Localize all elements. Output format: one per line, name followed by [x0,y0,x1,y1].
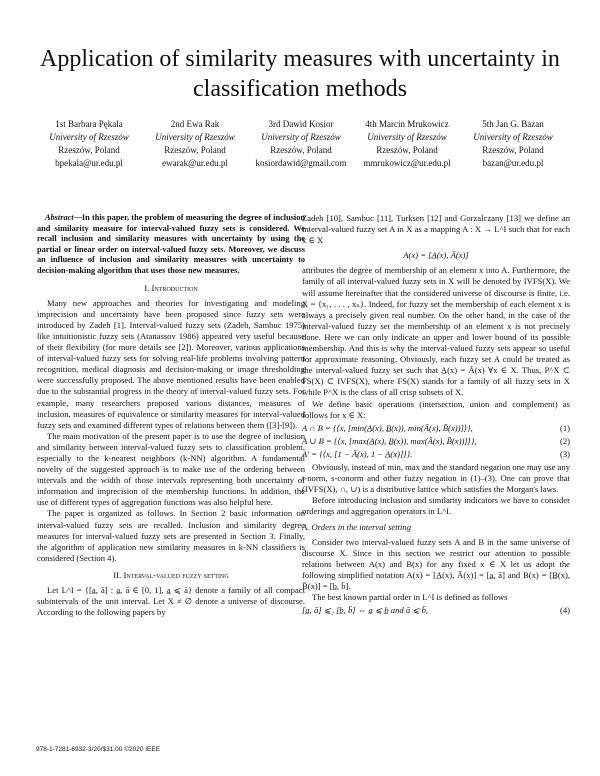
author-email: mmrukowicz@ur.edu.pl [363,158,451,168]
author-2 [142,118,248,170]
abstract-label: Abstract [45,213,74,222]
author-email: bpekala@ur.edu.pl [55,158,123,168]
paragraph: attributes the degree of membership of an element x into A. Furthermore, the family of all interval-valued fuzzy sets in X will be denoted by IVFS(X). We will assume hereinafter that the considered universe of discourse is finite, i.e. X = {x₁, . . . , xₙ}. Indeed, for fuzzy set the membership of each element x is always a precisely given real number. On the other hand, in the case of the interval-valued fuzzy set the membership of an element x is not precisely done. Here we can only indicate an upper and lower bound of its possible membership. And this is why the interval-valued fuzzy sets appear so useful for approximate reasoning. Obviously, each fuzzy set A could be treated as the interval-valued fuzzy set such that A̲(x) = Ā(x) ∀x ∈ X. Thus, P^X ⊂ FS(X) ⊂ IVFS(X), where FS(X) stands for a family of all fuzzy sets in X while P^X is the class of all crisp subsets of X. [302,265,570,398]
equation-text: [a̲, ā] ⩽₂ [b̲, b̄] ⇔ a̲ ⩽ b̲ and ā ⩽ b̄, [302,605,429,616]
author-city: Rzeszów, Poland [164,145,226,155]
paragraph: Many new approaches and theories for investigating and modeling imprecision and uncertainty have been proposed since fuzzy sets were introduced by Zadeh [1]. Interval-valued fuzzy sets (Zadeh, Sambuc 1975) like intuitionistic fuzzy sets (Atanassov 1986) appeared very useful because of their flexibility (for more details see [2]). Moreover, various applications of interval-valued fuzzy sets for solving real-life problems involving pattern recognition, medical diagnosis and decision-making or image thresholding were successfully proposed. The above mentioned results have been enabled due to the substantial progress in the theory of interval-valued fuzzy sets. For example, many researchers proposed various distances, measures of inclusion, measures of equivalence or similarity measures for interval-valued fuzzy sets and examined different types of relations between them ([3]-[9]). [37,297,305,430]
equation-4 [302,605,570,616]
author-email: ewarak@ur.edu.pl [162,158,228,168]
author-affiliation: University of Rzeszów [261,132,341,142]
author-affiliation: University of Rzeszów [155,132,235,142]
author-city: Rzeszów, Poland [58,145,120,155]
paragraph: The paper is organized as follows. In Section 2 basic information on interval-valued fuzzy sets are recalled. Inclusion and similarity degree measures for interval-valued fuzzy sets are presented in Section 3. Finally, the algorithm of application new similarity measures in k-NN classifiers is considered (Section 4). [37,508,305,563]
equation-2 [302,436,570,447]
author-list [36,118,566,170]
abstract [37,213,305,277]
paragraph: Zadeh [10], Sambuc [11], Turksen [12] and Gorzalczany [13] we define an interval-valued fuzzy set A in X as a mapping A : X → L^I such that for each x ∈ X [302,213,570,246]
paragraph: Obviously, instead of min, max and the standard negation one may use any t-norm, s-conorm and other fuzzy negation in (1)–(3). One can prove that (IVFS(X), ∩, ∪) is a distributive lattice which satisfies the Morgan's laws. [302,461,570,495]
author-affiliation: University of Rzeszów [473,132,553,142]
author-city: Rzeszów, Poland [270,145,332,155]
equation-text: A ∪ B = {⟨x, [max(A̲(x), B̲(x)), max(Ā(x), B̄(x))]⟩}, [302,435,477,446]
equation-text: A′ = {⟨x, [1 − Ā(x), 1 − A̲(x)]⟩}. [302,448,413,459]
subsection-heading-orders: A. Orders in the interval setting [302,522,411,533]
author-name: 1st Barbara Pękala [55,119,123,129]
author-1 [36,118,142,170]
right-column [302,213,570,618]
author-name: 2nd Ewa Rak [170,119,220,129]
equation-1 [302,423,570,434]
author-name: 4th Marcin Mrukowicz [365,119,449,129]
paragraph: Consider two interval-valued fuzzy sets A and B in the same universe of discourse X. Since in this section we restrict our attention to possible relations between A(x) and B(x) for any fixed x ∈ X let us adopt the following simplified notation A(x) = [A̲(x), Ā(x)] = [a̲, ā] and B(x) = [B̲(x), B̄(x)] = [b̲, b̄]. [302,536,570,591]
paragraph: We define basic operations (intersection, union and complement) as follows for x ∈ X: [302,398,570,420]
copyright-footer: 978-1-7281-6932-3/20/$31.00 ©2020 IEEE [36,746,161,753]
author-4 [354,118,460,170]
equation-number: (3) [559,448,570,459]
paragraph: Let L^I = {[a̲, ā] : a̲, ā ∈ [0, 1], a̲ ⩽ ā} denote a family of all compact subintervals of the unit interval. Let X ≠ ∅ denote a universe of discourse. According to the following papers by [37,585,305,618]
author-affiliation: University of Rzeszów [49,132,129,142]
author-email: bazan@ur.edu.pl [482,158,544,168]
equation-number: (1) [559,422,570,433]
equation-number: (4) [559,605,570,616]
equation-membership: A(x) = [A̲(x), Ā(x)] [403,250,469,261]
left-column [37,213,305,618]
author-3 [248,118,354,170]
equation-text: A ∩ B = {⟨x, [min(A̲(x), B̲(x)), min(Ā(x), B̄(x))]⟩}, [302,422,473,433]
author-5 [460,118,566,170]
author-affiliation: University of Rzeszów [367,132,447,142]
paragraph: The best known partial order in L^I is defined as follows [312,592,508,602]
equation-number: (2) [559,435,570,446]
author-city: Rzeszów, Poland [376,145,438,155]
section-heading-ivfs: II. Interval-valued fuzzy setting [113,569,229,580]
author-name: 5th Jan G. Bazan [482,119,544,129]
author-name: 3rd Dawid Kosior [268,119,334,129]
author-email: kosiordawid@gmail.com [255,158,347,168]
author-city: Rzeszów, Poland [482,145,544,155]
paragraph: The main motivation of the present paper is to use the degree of inclusion and similarity between interval-valued fuzzy sets to classification problem, especially to the k-nearest neighbors (k-NN) algorithm. A fundamental novelty of the suggested approach is to make use of the ordering between intervals and the width of those intervals representing both uncertainty of information and imprecision of the membership functions. In addition, the use of different types of aggregation functions was also helpful here. [37,430,305,508]
section-heading-introduction: I. Introduction [144,282,198,293]
equation-3 [302,449,570,460]
abstract-text: —In this paper, the problem of measuring the degree of inclusion and similarity measure for interval-valued fuzzy sets is considered. We recall inclusion and similarity measures with uncertainty by using the partial or linear order on interval-valued fuzzy sets. Moreover, we discuss an influence of inclusion and similarity measures with uncertainty to decision-making algorithm that uses those new measures. [37,213,305,275]
paper-title: Application of similarity measures with uncertainty in classification methods [40,46,560,102]
paragraph: Before introducing inclusion and similarity indicators we have to consider orderings and aggregation operators in L^I. [302,495,570,517]
